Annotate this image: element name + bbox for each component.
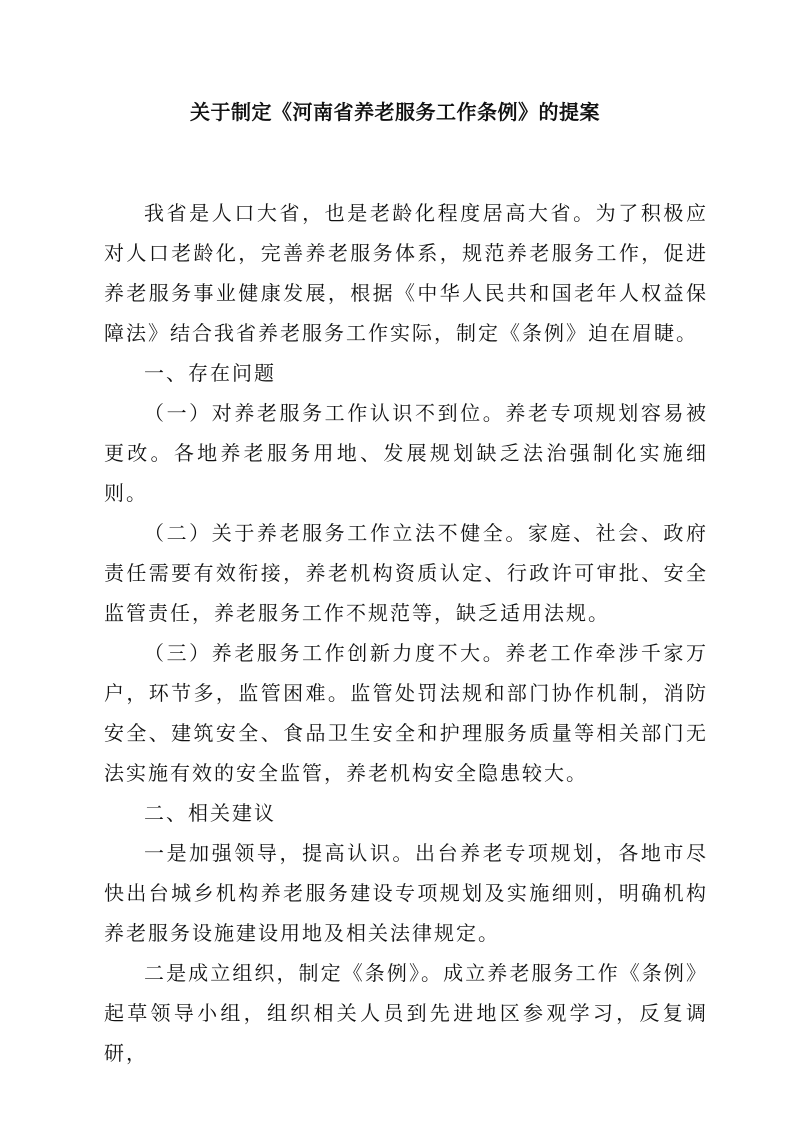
section-heading-suggestions: 二、相关建议 [144,801,276,825]
section-heading-problems: 一、存在问题 [144,361,276,385]
paragraph-problem-3: （三）养老服务工作创新力度不大。养老工作牵涉千家万户，环节多，监管困难。监管处罚法规和部门协作机制，消防安全、建筑安全、食品卫生安全和护理服务质量等相关部门无法实施有效的安全监管，养老机构安全隐患较大。 [104,641,708,785]
paragraph-problem-2: （二）关于养老服务工作立法不健全。家庭、社会、政府责任需要有效衔接，养老机构资质认定、行政许可审批、安全监管责任，养老服务工作不规范等，缺乏适用法规。 [104,521,708,625]
document-body [104,193,708,1073]
paragraph-suggestion-2: 二是成立组织，制定《条例》。成立养老服务工作《条例》起草领导小组，组织相关人员到先进地区参观学习，反复调研， [104,961,708,1065]
document-title: 关于制定《河南省养老服务工作条例》的提案 [190,100,600,124]
paragraph-problem-1: （一）对养老服务工作认识不到位。养老专项规划容易被更改。各地养老服务用地、发展规划缺乏法治强制化实施细则。 [104,401,708,505]
paragraph-suggestion-1: 一是加强领导，提高认识。出台养老专项规划，各地市尽快出台城乡机构养老服务建设专项规划及实施细则，明确机构养老服务设施建设用地及相关法律规定。 [104,841,708,945]
paragraph-intro: 我省是人口大省，也是老龄化程度居高大省。为了积极应对人口老龄化，完善养老服务体系，规范养老服务工作，促进养老服务事业健康发展，根据《中华人民共和国老年人权益保障法》结合我省养老服务工作实际，制定《条例》迫在眉睫。 [104,201,708,345]
